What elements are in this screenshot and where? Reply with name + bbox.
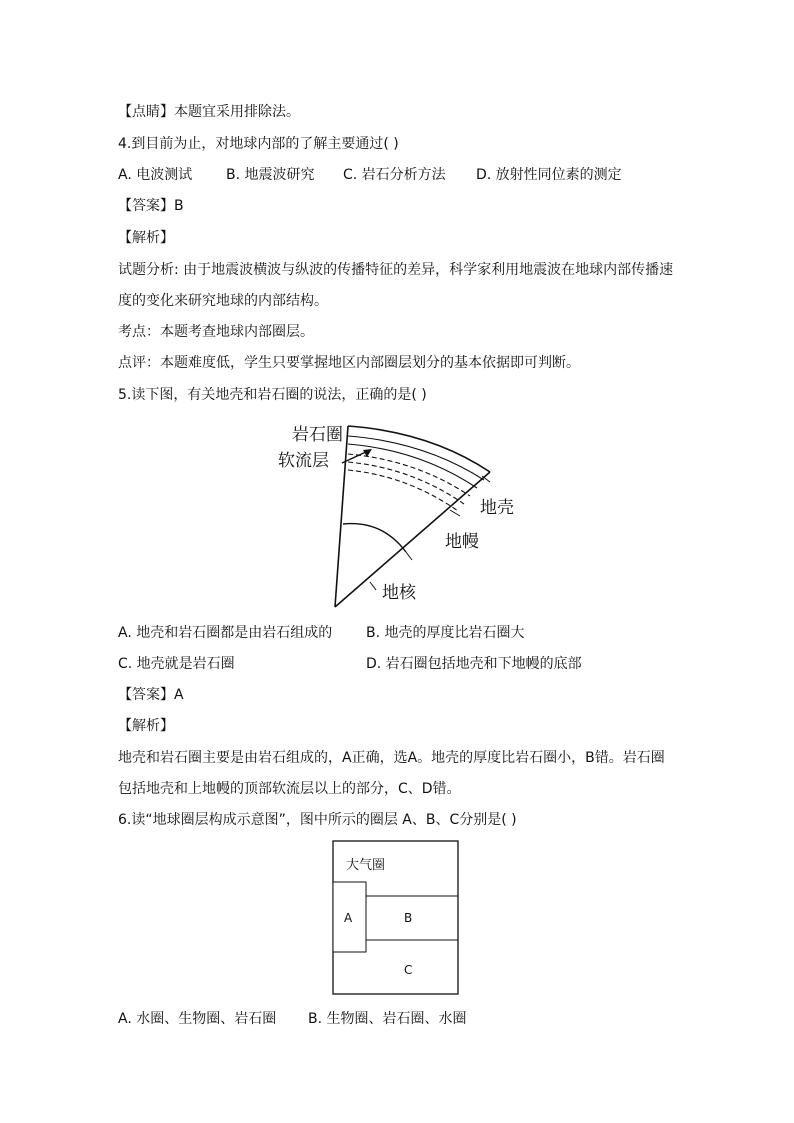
q5-option-b: B. 地壳的厚度比岩石圈大 — [366, 625, 525, 641]
q4-option-a: A. 电波测试 — [118, 167, 193, 183]
q4-analysis-heading: 【解析】 — [118, 230, 174, 246]
q4-answer: 【答案】B — [118, 198, 184, 214]
label-a: A — [344, 911, 353, 925]
q5-question: 5.读下图，有关地壳和岩石圈的说法，正确的是( ) — [118, 387, 427, 403]
label-crust: 地壳 — [480, 498, 514, 518]
q6-option-b: B. 生物圈、岩石圈、水圈 — [308, 1011, 467, 1027]
label-c: C — [404, 963, 413, 977]
q4-analysis-line2: 度的变化来研究地球的内部结构。 — [118, 293, 328, 309]
label-atmosphere: 大气圈 — [346, 858, 386, 873]
q5-analysis-line2: 包括地壳和上地幔的顶部软流层以上的部分，C、D错。 — [118, 781, 461, 797]
q4-analysis-line1: 试题分析: 由于地震波横波与纵波的传播特征的差异，科学家利用地震波在地球内部传播速 — [118, 262, 674, 278]
label-b: B — [404, 911, 413, 925]
label-mantle: 地幔 — [445, 532, 479, 552]
q5-analysis-heading: 【解析】 — [118, 718, 174, 734]
q5-option-a: A. 地壳和岩石圈都是由岩石组成的 — [118, 625, 333, 641]
label-asthenosphere: 软流层 — [278, 451, 329, 471]
earth-spheres-figure — [332, 840, 460, 996]
q4-dianping: 点评：本题难度低，学生只要掌握地区内部圈层划分的基本依据即可判断。 — [118, 355, 580, 371]
q5-option-c: C. 地壳就是岩石圈 — [118, 656, 235, 672]
q4-question: 4.到目前为止，对地球内部的了解主要通过( ) — [118, 136, 399, 152]
q5-analysis-line1: 地壳和岩石圈主要是由岩石组成的，A正确，选A。地壳的厚度比岩石圈小，B错。岩石圈 — [118, 750, 665, 766]
label-lithosphere: 岩石圈 — [292, 425, 343, 445]
q3-tip: 【点睛】本题宜采用排除法。 — [118, 104, 300, 120]
q5-option-d: D. 岩石圈包括地壳和下地幔的底部 — [366, 656, 582, 672]
q5-answer: 【答案】A — [118, 687, 184, 703]
label-core: 地核 — [382, 583, 416, 603]
earth-layers-figure — [270, 410, 530, 615]
q4-kaodian: 考点：本题考查地球内部圈层。 — [118, 324, 314, 340]
q4-option-c: C. 岩石分析方法 — [343, 167, 446, 183]
q6-question: 6.读“地球圈层构成示意图”，图中所示的圈层 A、B、C分别是( ) — [118, 812, 517, 828]
q4-option-b: B. 地震波研究 — [226, 167, 315, 183]
q6-option-a: A. 水圈、生物圈、岩石圈 — [118, 1011, 277, 1027]
q4-option-d: D. 放射性同位素的测定 — [476, 167, 622, 183]
